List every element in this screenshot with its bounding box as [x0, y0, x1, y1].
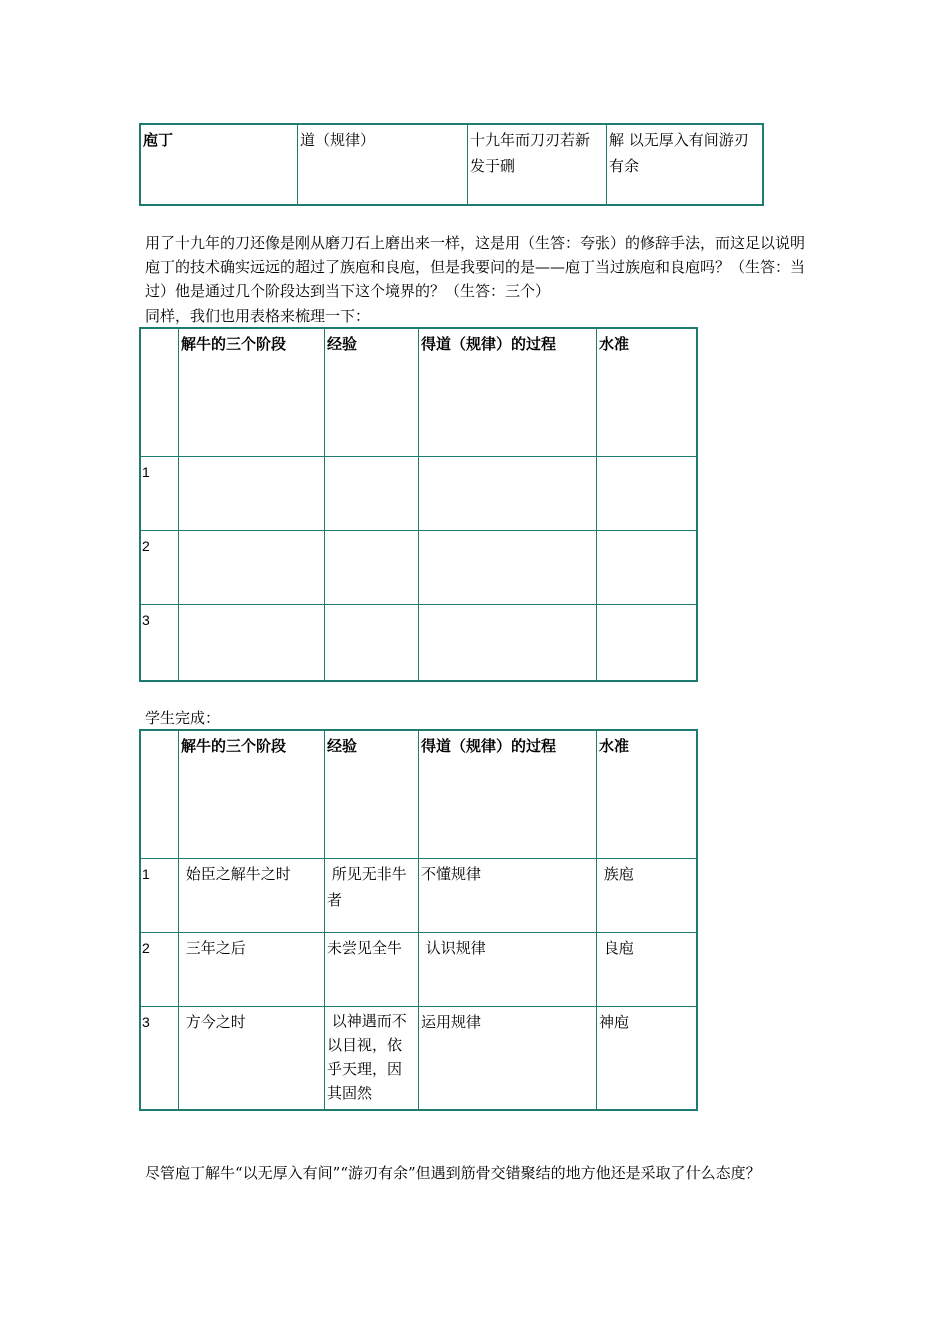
paragraph-question: 尽管庖丁解牛“以无厚入有间”“游刃有余”但遇到筋骨交错聚结的地方他还是采取了什么态度？ [145, 1164, 761, 1182]
table1-cell-dao: 道（规律） [298, 125, 468, 205]
table-cell [597, 605, 697, 681]
stage-cell: 三年之后 [179, 933, 325, 1007]
row-number: 1 [141, 859, 179, 933]
experience-cell: 以神遇而不以目视，依乎天理，因其固然 [325, 1007, 419, 1110]
table1-cell-jie: 解 以无厚入有间游刃有余 [607, 125, 763, 205]
level-cell: 神庖 [597, 1007, 697, 1110]
level-cell: 良庖 [597, 933, 697, 1007]
table3-header-stage: 解牛的三个阶段 [179, 731, 325, 859]
table-cell [597, 457, 697, 531]
table-row [141, 457, 697, 531]
table-cell [325, 457, 419, 531]
table-row [141, 933, 697, 1007]
table2-header-level: 水准 [597, 329, 697, 457]
table-cell [419, 605, 597, 681]
experience-cell: 未尝见全牛 [325, 933, 419, 1007]
table3-header-process: 得道（规律）的过程 [419, 731, 597, 859]
process-cell: 不懂规律 [419, 859, 597, 933]
table2-header-stage: 解牛的三个阶段 [179, 329, 325, 457]
table-cell [419, 531, 597, 605]
table2-header-experience: 经验 [325, 329, 419, 457]
row-number: 3 [141, 605, 179, 681]
table-row [141, 531, 697, 605]
table-cell [325, 605, 419, 681]
paragraph-exaggeration: 用了十九年的刀还像是刚从磨刀石上磨出来一样，这是用（生答：夸张）的修辞手法，而这足以说明庖丁的技术确实远远的超过了族庖和良庖，但是我要问的是——庖丁当过族庖和良庖吗？（生答：当过）他是通过几个阶段达到当下这个境界的？（生答：三个） [145, 234, 806, 300]
table1-cell-name: 庖丁 [141, 125, 298, 205]
paragraph-intro-table: 同样，我们也用表格来梳理一下： [145, 307, 371, 325]
row-number: 2 [141, 531, 179, 605]
summary-table [140, 124, 763, 205]
table-cell [325, 531, 419, 605]
table2-header-process: 得道（规律）的过程 [419, 329, 597, 457]
table-cell [179, 531, 325, 605]
table-cell [597, 531, 697, 605]
table3-header-blank [141, 731, 179, 859]
stages-table-filled [140, 730, 697, 1110]
table1-cell-blade: 十九年而刀刃若新发于硎 [468, 125, 607, 205]
table-cell [419, 457, 597, 531]
row-number: 3 [141, 1007, 179, 1110]
table3-header-level: 水准 [597, 731, 697, 859]
row-number: 1 [141, 457, 179, 531]
table-cell [179, 457, 325, 531]
process-cell: 认识规律 [419, 933, 597, 1007]
process-cell: 运用规律 [419, 1007, 597, 1110]
stages-table-empty [140, 328, 697, 681]
stage-cell: 始臣之解牛之时 [179, 859, 325, 933]
table-cell [179, 605, 325, 681]
table-row [141, 1007, 697, 1110]
row-number: 2 [141, 933, 179, 1007]
experience-cell: 所见无非牛者 [325, 859, 419, 933]
level-cell: 族庖 [597, 859, 697, 933]
table3-header-experience: 经验 [325, 731, 419, 859]
table-row [141, 859, 697, 933]
table-row [141, 605, 697, 681]
paragraph-student-complete: 学生完成： [145, 709, 221, 727]
table2-header-blank [141, 329, 179, 457]
stage-cell: 方今之时 [179, 1007, 325, 1110]
